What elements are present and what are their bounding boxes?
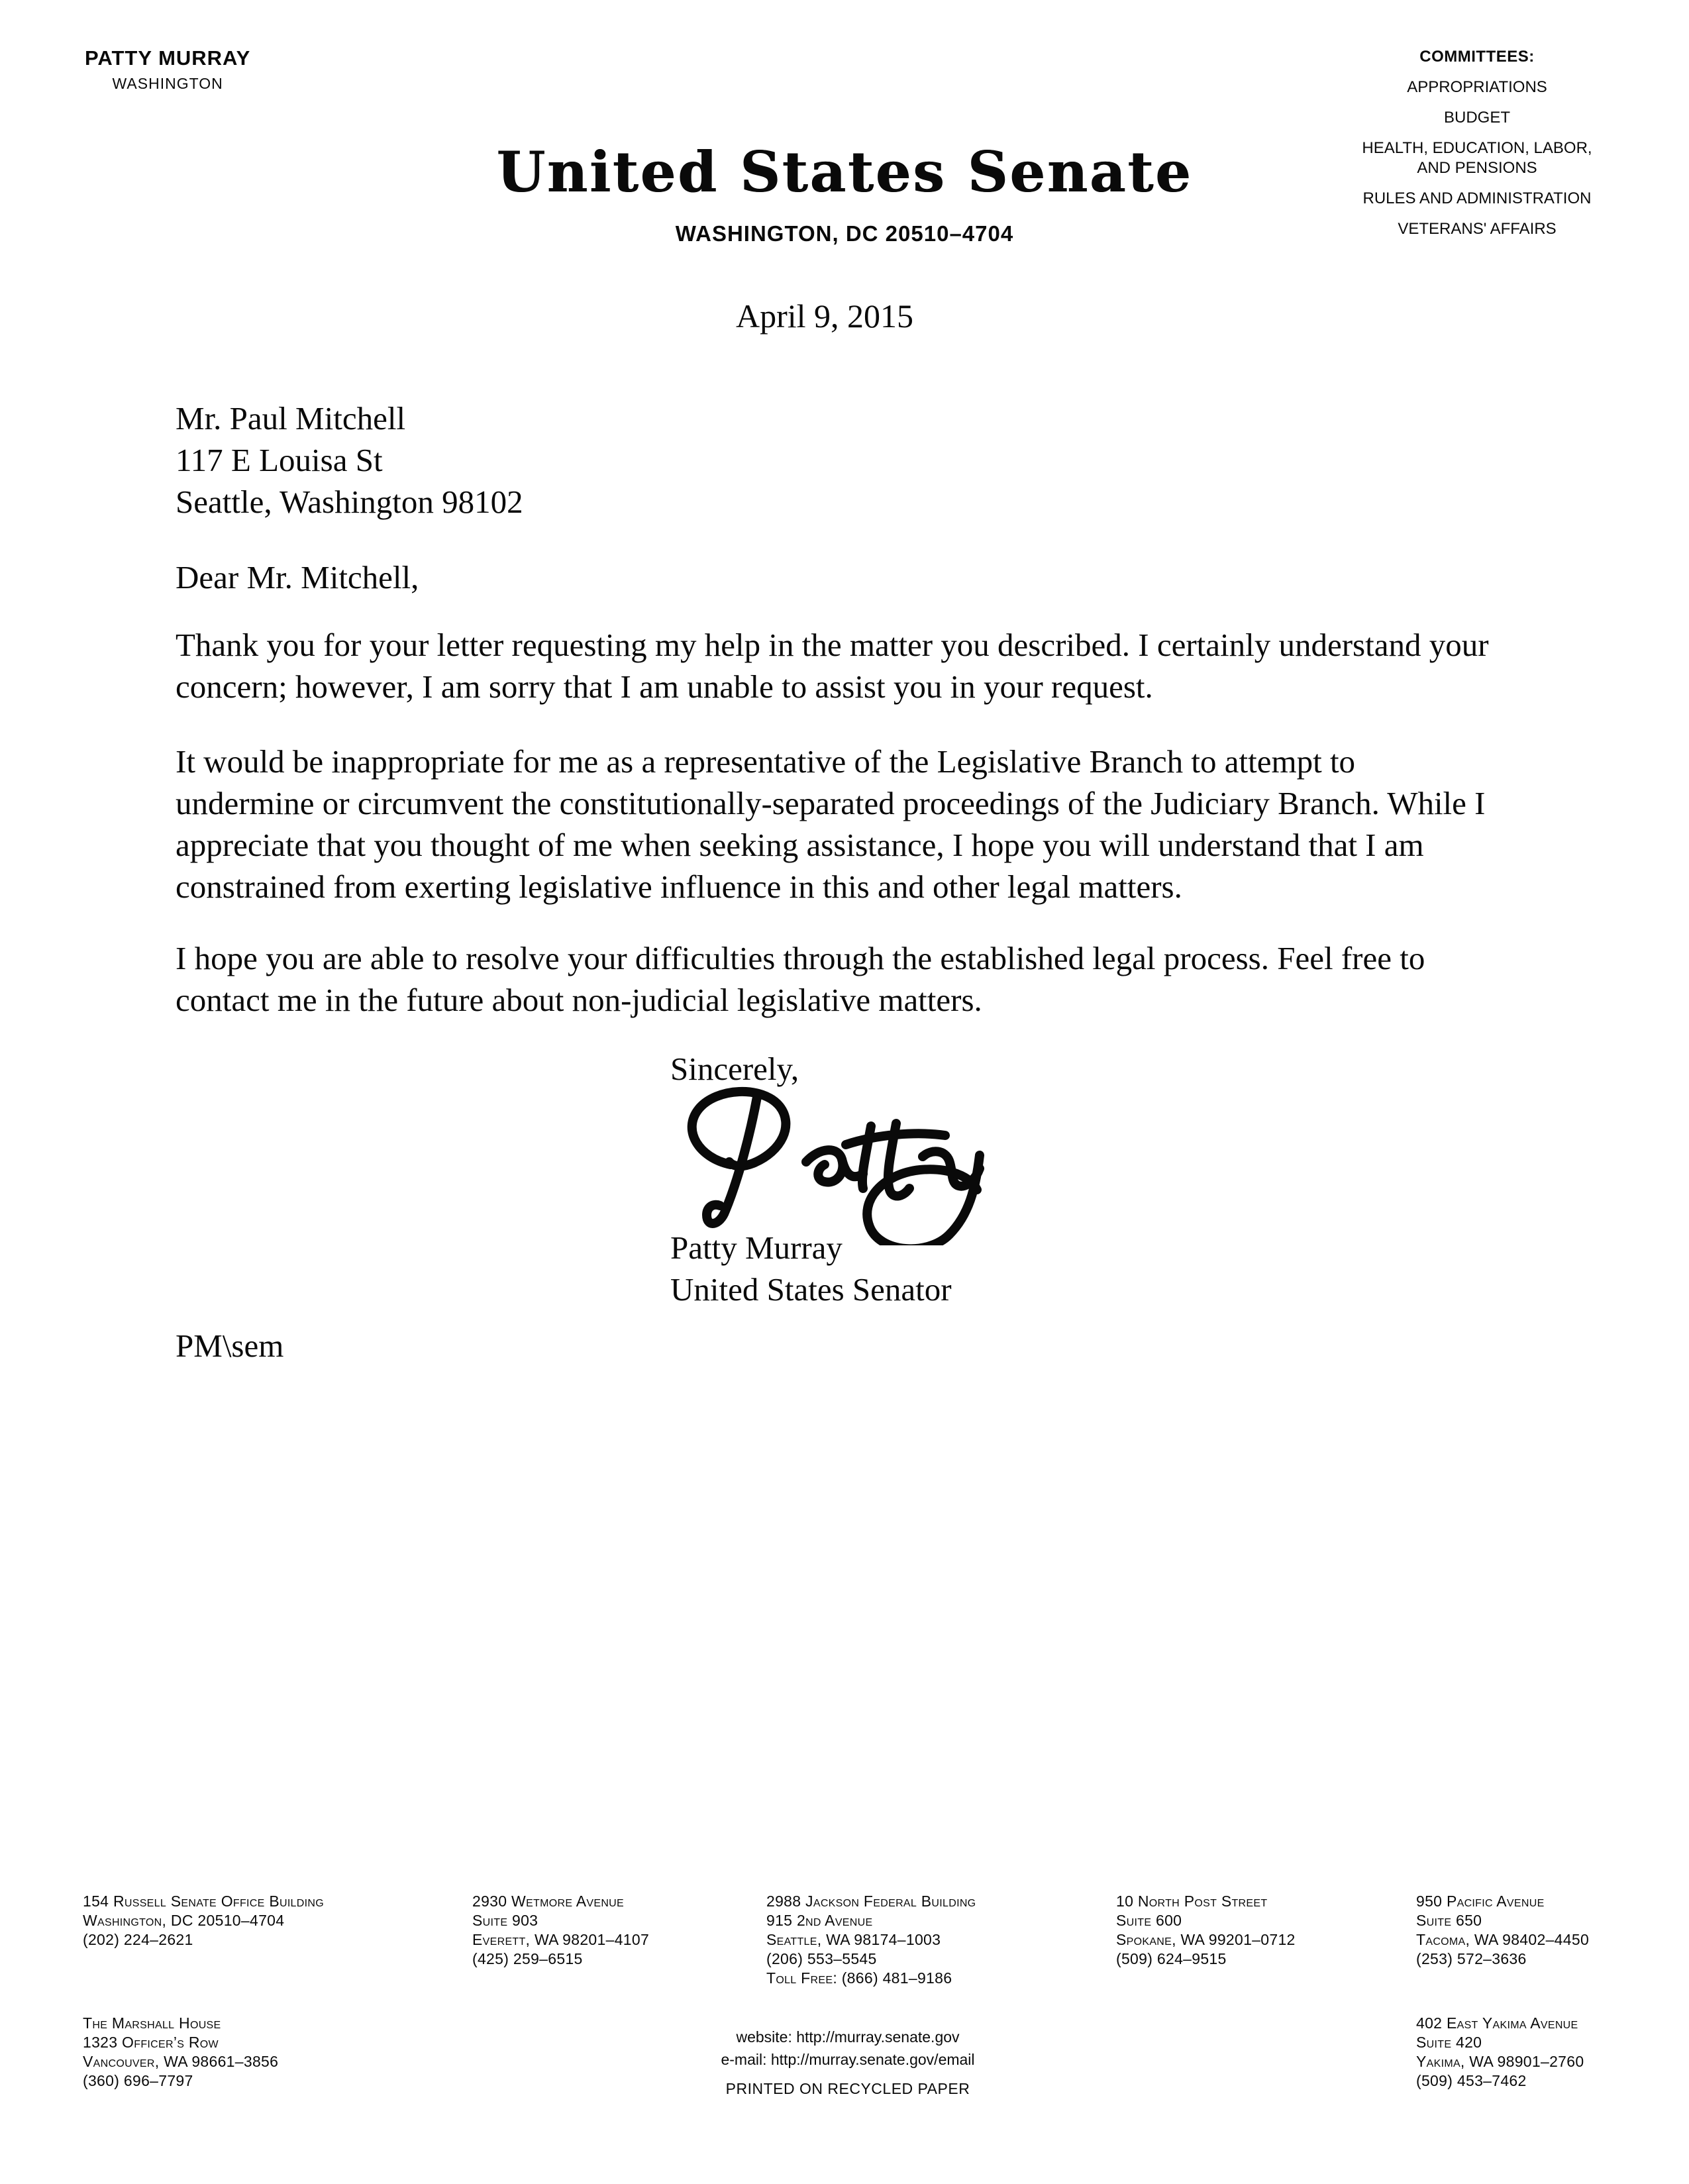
signer-title: United States Senator: [670, 1271, 952, 1308]
signer-name: Patty Murray: [670, 1229, 843, 1266]
sender-block: [85, 46, 250, 93]
office-line: Washington, DC 20510–4704: [83, 1912, 285, 1929]
committee-item: RULES AND ADMINISTRATION: [1362, 189, 1592, 207]
salutation: Dear Mr. Mitchell,: [176, 559, 419, 596]
office-line: 10 North Post Street: [1116, 1893, 1268, 1910]
masthead-address: WASHINGTON, DC 20510–4704: [675, 221, 1014, 246]
office-line: 2988 Jackson Federal Building: [766, 1893, 976, 1910]
office-line: Suite 600: [1116, 1912, 1182, 1929]
office-line: (206) 553–5545: [766, 1950, 877, 1967]
letter-date: April 9, 2015: [735, 297, 914, 335]
office-seattle: [766, 1892, 976, 1988]
office-line: Suite 420: [1416, 2034, 1482, 2051]
office-line: (509) 624–9515: [1116, 1950, 1227, 1967]
signer-block: [670, 1227, 952, 1310]
office-line: Everett, WA 98201–4107: [472, 1931, 650, 1948]
body-paragraph: I hope you are able to resolve your difficulties through the established legal process. Feel free to contact me in the future about non-judicial legislative matters.: [176, 940, 1425, 1018]
recipient-street: 117 E Louisa St: [176, 442, 383, 478]
signature-ink: [652, 1080, 1076, 1245]
office-line: Tacoma, WA 98402–4450: [1416, 1931, 1590, 1948]
body-paragraph: It would be inappropriate for me as a representative of the Legislative Branch to attempt to undermine or circumvent the constitutionally-separated proceedings of the Judiciary Branch. While I appreciate that you thought of me when seeking assistance, I hope you will understand that I am constrained from exerting legislative influence in this and other legal matters.: [176, 743, 1486, 905]
office-dc: [83, 1892, 324, 1950]
office-yakima: [1416, 2014, 1584, 2091]
recipient-name: Mr. Paul Mitchell: [176, 400, 406, 437]
closing: Sincerely,: [670, 1051, 799, 1087]
committee-item: BUDGET: [1443, 109, 1510, 127]
office-vancouver: [83, 2014, 278, 2091]
website-line: website: http://murray.senate.gov: [736, 2028, 960, 2046]
office-line: Suite 903: [472, 1912, 538, 1929]
committees-label: COMMITTEES:: [1419, 48, 1535, 66]
masthead-title: United States Senate: [496, 139, 1193, 205]
office-line: Seattle, WA 98174–1003: [766, 1931, 941, 1948]
office-line: Vancouver, WA 98661–3856: [83, 2053, 279, 2070]
office-line: (360) 696–7797: [83, 2072, 193, 2089]
sender-name: PATTY MURRAY: [85, 46, 251, 70]
office-line: Spokane, WA 99201–0712: [1116, 1931, 1296, 1948]
office-line: 1323 Officer’s Row: [83, 2034, 219, 2051]
office-line: (425) 259–6515: [472, 1950, 583, 1967]
office-line: (509) 453–7462: [1416, 2072, 1527, 2089]
office-line: 950 Pacific Avenue: [1416, 1893, 1545, 1910]
email-line: e-mail: http://murray.senate.gov/email: [721, 2051, 975, 2068]
signature-patty: [652, 1080, 1076, 1245]
web-contact-block: [636, 2026, 1060, 2100]
sender-state: WASHINGTON: [112, 75, 223, 92]
recipient-city: Seattle, Washington 98102: [176, 484, 523, 520]
office-line: The Marshall House: [83, 2014, 221, 2032]
office-line: (202) 224–2621: [83, 1931, 193, 1948]
office-line: Yakima, WA 98901–2760: [1416, 2053, 1584, 2070]
committee-item: APPROPRIATIONS: [1407, 78, 1547, 96]
recycled-notice: PRINTED ON RECYCLED PAPER: [725, 2080, 970, 2097]
office-line: 2930 Wetmore Avenue: [472, 1893, 624, 1910]
office-line: (253) 572–3636: [1416, 1950, 1527, 1967]
reference-initials: PM\sem: [176, 1327, 284, 1364]
committee-item: HEALTH, EDUCATION, LABOR,: [1362, 139, 1592, 157]
body-paragraph: Thank you for your letter requesting my help in the matter you described. I certainly understand your concern; however, I am sorry that I am unable to assist you in your request.: [176, 627, 1489, 705]
office-spokane: [1116, 1892, 1296, 1969]
office-line: 154 Russell Senate Office Building: [83, 1893, 324, 1910]
office-line: 915 2nd Avenue: [766, 1912, 873, 1929]
office-line: Suite 650: [1416, 1912, 1482, 1929]
committee-item: VETERANS' AFFAIRS: [1398, 220, 1557, 238]
office-line: Toll Free: (866) 481–9186: [766, 1969, 952, 1987]
office-everett: [472, 1892, 649, 1969]
office-line: 402 East Yakima Avenue: [1416, 2014, 1578, 2032]
committee-item: AND PENSIONS: [1417, 159, 1537, 177]
recipient-block: [176, 397, 523, 523]
office-tacoma: [1416, 1892, 1589, 1969]
